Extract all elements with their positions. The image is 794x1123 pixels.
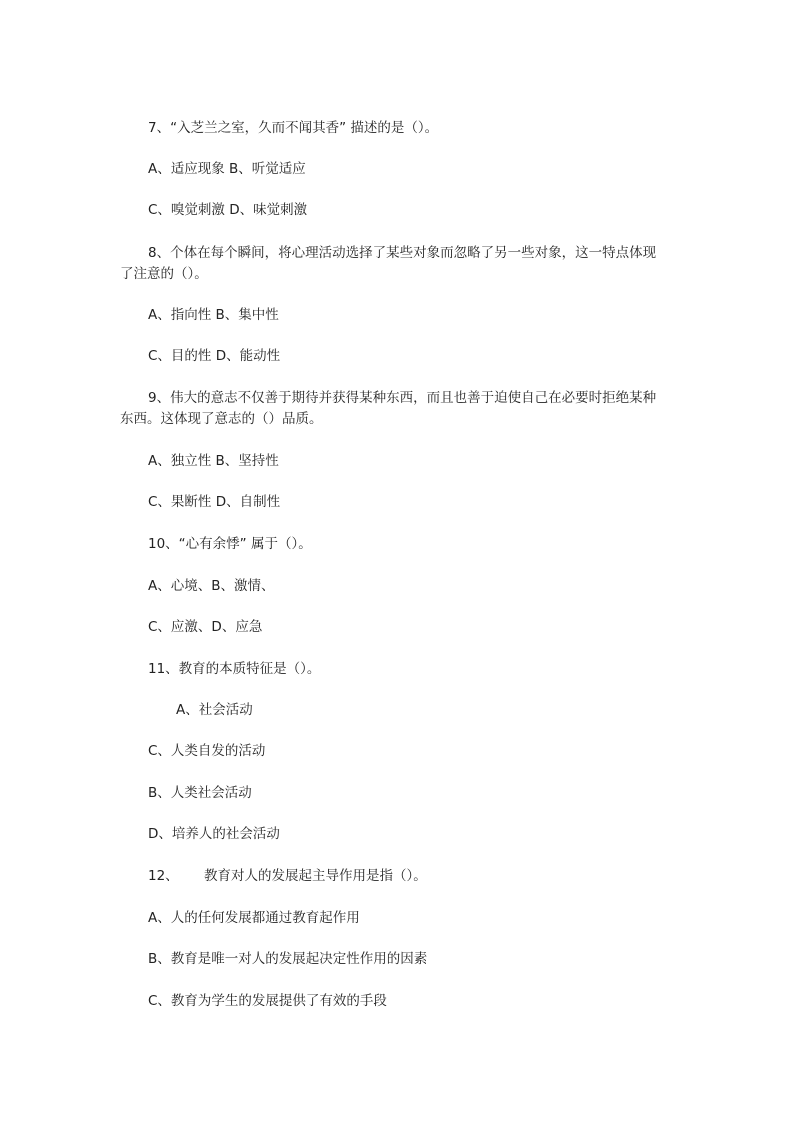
question-12-stem: 教育对人的发展起主导作用是指（）。 [204, 868, 427, 884]
question-11-option-c: C、人类自发的活动 [148, 743, 266, 759]
question-11-option-d: D、培养人的社会活动 [148, 826, 280, 842]
question-8-stem-line-2: 了注意的（）。 [120, 266, 208, 282]
question-11-option-b: B、人类社会活动 [148, 785, 252, 801]
question-10-options-ab: A、心境、B、激情、 [148, 578, 275, 594]
question-8-options-cd: C、目的性 D、能动性 [148, 348, 281, 364]
question-12-option-b: B、教育是唯一对人的发展起决定性作用的因素 [148, 951, 428, 967]
question-11-stem: 11、教育的本质特征是（）。 [148, 661, 321, 677]
question-12-option-c: C、教育为学生的发展提供了有效的手段 [148, 993, 387, 1009]
question-12-number: 12、 [148, 868, 179, 884]
question-9-options-cd: C、果断性 D、自制性 [148, 494, 281, 510]
question-9-stem-line-1: 9、伟大的意志不仅善于期待并获得某种东西，而且也善于迫使自己在必要时拒绝某种 [148, 390, 657, 406]
question-7-options-cd: C、嗅觉刺激 D、味觉刺激 [148, 202, 308, 218]
question-7-stem: 7、“入芝兰之室，久而不闻其香” 描述的是（）。 [148, 120, 439, 136]
question-10-options-cd: C、应激、D、应急 [148, 619, 263, 635]
question-9-options-ab: A、独立性 B、坚持性 [148, 453, 279, 469]
question-8-stem-line-1: 8、个体在每个瞬间，将心理活动选择了某些对象而忽略了另一些对象，这一特点体现 [148, 245, 657, 261]
question-12-option-a: A、人的任何发展都通过教育起作用 [148, 910, 360, 926]
question-8-options-ab: A、指向性 B、集中性 [148, 307, 279, 323]
question-11-option-a: A、社会活动 [176, 702, 253, 718]
question-7-options-ab: A、适应现象 B、听觉适应 [148, 161, 306, 177]
question-10-stem: 10、“心有余悸” 属于（）。 [148, 536, 312, 552]
question-9-stem-line-2: 东西。这体现了意志的（）品质。 [120, 411, 323, 427]
